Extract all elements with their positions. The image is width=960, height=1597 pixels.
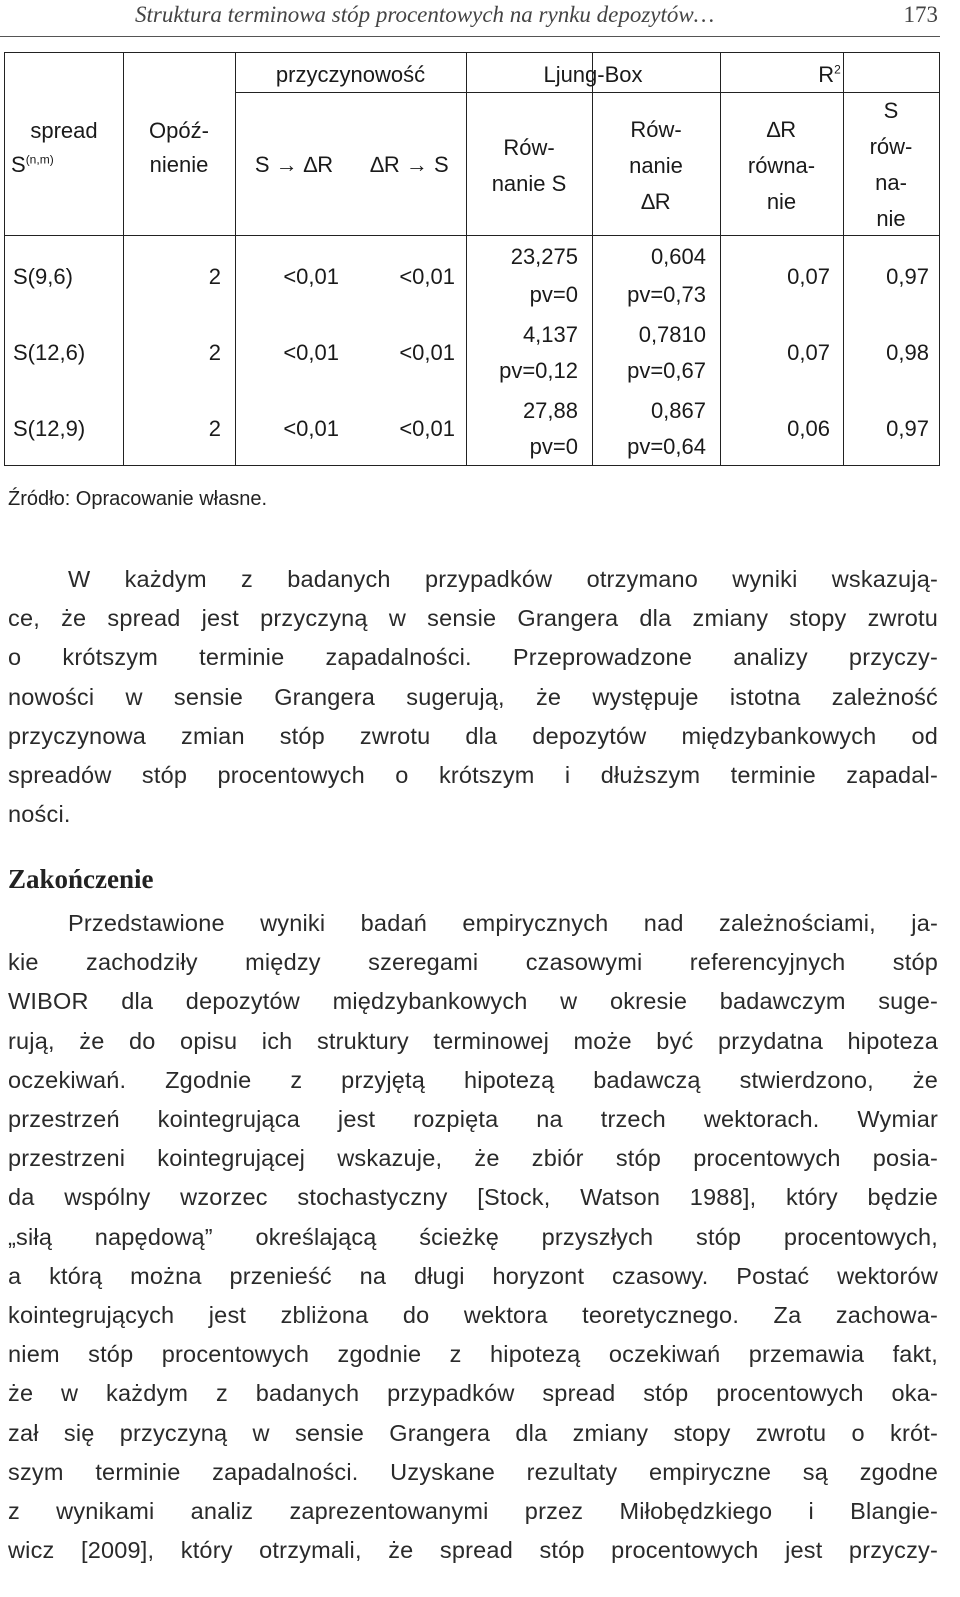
table-cell: pv=0 — [529, 282, 578, 307]
table-cell: <0,01 — [399, 264, 455, 289]
col-eq-r: ∆R — [641, 189, 671, 214]
paragraph-2 — [8, 904, 938, 1570]
text-line: kointegrujących jest zbliżona do wektora teoretycznego. Za zachowa- — [8, 1302, 938, 1329]
text-line: oczekiwań. Zgodnie z przyjętą hipotezą badawczą stwierdzono, że — [8, 1066, 938, 1093]
table-cell: 0,97 — [886, 264, 929, 289]
text-line: nowości w sensie Grangera sugerują, że występuje istotna zależność — [8, 683, 938, 710]
table-cell: <0,01 — [399, 340, 455, 365]
text-line: Przedstawione wyniki badań empirycznych nad zależnościami, ja- — [68, 910, 938, 936]
col-eq-s: nanie S — [491, 171, 567, 196]
table-cell: 0,7810 — [638, 322, 706, 347]
col-r-to-s: ∆R → S — [370, 152, 449, 177]
table-cell: 23,275 — [510, 244, 578, 269]
col-r2-r: nie — [766, 189, 797, 214]
text-line: o krótszym terminie zapadalności. Przeprowadzone analizy przyczy- — [8, 644, 938, 671]
table-cell: 2 — [208, 340, 221, 365]
table-cell: S(12,6) — [13, 340, 86, 365]
col-r2-r: równa- — [747, 153, 816, 178]
table-cell: 0,604 — [650, 244, 706, 269]
table-cell: S(9,6) — [13, 264, 73, 289]
col-spread-symbol: S$^{(n,m)}$ — [11, 152, 54, 177]
section-heading: Zakończenie — [8, 864, 154, 894]
results-table — [4, 52, 940, 466]
table-cell: <0,01 — [283, 416, 339, 441]
header-causality: przyczynowość — [275, 62, 426, 87]
page-number: 173 — [903, 2, 938, 27]
text-line: przyczynowa zmian stóp zwrotu dla depozytów międzybankowych od — [8, 722, 938, 749]
paragraph-1 — [8, 560, 938, 834]
table-cell: pv=0,73 — [627, 282, 706, 307]
col-s-to-r: S → ∆R — [254, 152, 334, 177]
table-cell: 0,98 — [886, 340, 929, 365]
header-ljung-box: Ljung-Box — [543, 62, 643, 87]
col-eq-r: nanie — [629, 153, 683, 178]
table-cell: 0,06 — [787, 416, 830, 441]
table-cell: pv=0,67 — [627, 358, 706, 383]
text-line: „siłą napędową” określającą ścieżkę przyszłych stóp procentowych, — [8, 1223, 938, 1250]
col-lag: nienie — [149, 152, 209, 177]
table-cell: S(12,9) — [13, 416, 86, 441]
text-line: spreadów stóp procentowych o krótszym i dłuższym terminie zapadal- — [8, 762, 938, 789]
table-cell: 2 — [208, 264, 221, 289]
table-cell: <0,01 — [283, 340, 339, 365]
running-header — [0, 0, 940, 37]
text-line: da wspólny wzorzec stochastyczny [Stock, Watson 1988], który będzie — [8, 1184, 938, 1211]
col-r2-s: na- — [875, 170, 907, 195]
col-eq-r: Rów- — [630, 117, 682, 142]
text-line: przestrzeń kointegrująca jest rozpięta na trzech wektorach. Wymiar — [8, 1106, 938, 1133]
col-spread: spread — [30, 118, 98, 143]
col-r2-s: nie — [876, 206, 906, 231]
text-line: przestrzeni kointegrującej wskazuje, że zbiór stóp procentowych posia- — [8, 1145, 938, 1172]
text-line: zał się przyczyną w sensie Grangera dla zmiany stopy zwrotu o krót- — [8, 1419, 938, 1446]
text-line: WIBOR dla depozytów międzybankowych w okresie badawczym suge- — [8, 988, 938, 1015]
running-title: Struktura terminowa stóp procentowych na rynku depozytów… — [135, 2, 715, 27]
text-line: a którą można przenieść na długi horyzont czasowy. Postać wektorów — [8, 1262, 938, 1289]
text-line: W każdym z badanych przypadków otrzymano wyniki wskazują- — [68, 566, 938, 592]
text-line: szym terminie zapadalności. Uzyskane rezultaty empiryczne są zgodne — [8, 1458, 938, 1485]
col-r2-s: S — [883, 98, 899, 123]
table-cell: <0,01 — [399, 416, 455, 441]
table-cell: 0,07 — [787, 264, 830, 289]
text-line: kie zachodziły między szeregami czasowymi referencyjnych stóp — [8, 949, 938, 976]
text-line: ności. — [8, 801, 71, 828]
table-cell: 4,137 — [522, 322, 578, 347]
col-r2-s: rów- — [869, 134, 913, 159]
table-cell: 0,867 — [650, 398, 706, 423]
text-line: wicz [2009], który otrzymali, że spread stóp procentowych jest przyczy- — [8, 1537, 938, 1564]
text-line: niem stóp procentowych zgodnie z hipotezą oczekiwań przemawia fakt, — [8, 1341, 938, 1368]
text-line: ce, że spread jest przyczyną w sensie Grangera dla zmiany stopy zwrotu — [8, 605, 938, 632]
table-source: Źródło: Opracowanie własne. — [8, 488, 268, 510]
table-cell: pv=0,64 — [627, 434, 706, 459]
table-cell: <0,01 — [283, 264, 339, 289]
text-line: że w każdym z badanych przypadków spread stóp procentowych oka- — [8, 1380, 938, 1407]
table-cell: 2 — [208, 416, 221, 441]
text-line: z wynikami analiz zaprezentowanymi przez Miłobędzkiego i Blangie- — [8, 1498, 938, 1525]
col-r2-r: ∆R — [766, 117, 797, 142]
table-cell: 0,07 — [787, 340, 830, 365]
table-cell: 27,88 — [522, 398, 578, 423]
col-lag: Opóź- — [149, 118, 209, 143]
table-cell: pv=0 — [529, 434, 578, 459]
col-eq-s: Rów- — [503, 135, 555, 160]
text-line: rują, że do opisu ich struktury terminowej może być przydatna hipoteza — [8, 1027, 938, 1054]
header-r2: $R^2$ — [818, 62, 841, 87]
table-cell: 0,97 — [886, 416, 929, 441]
table-cell: pv=0,12 — [499, 358, 578, 383]
